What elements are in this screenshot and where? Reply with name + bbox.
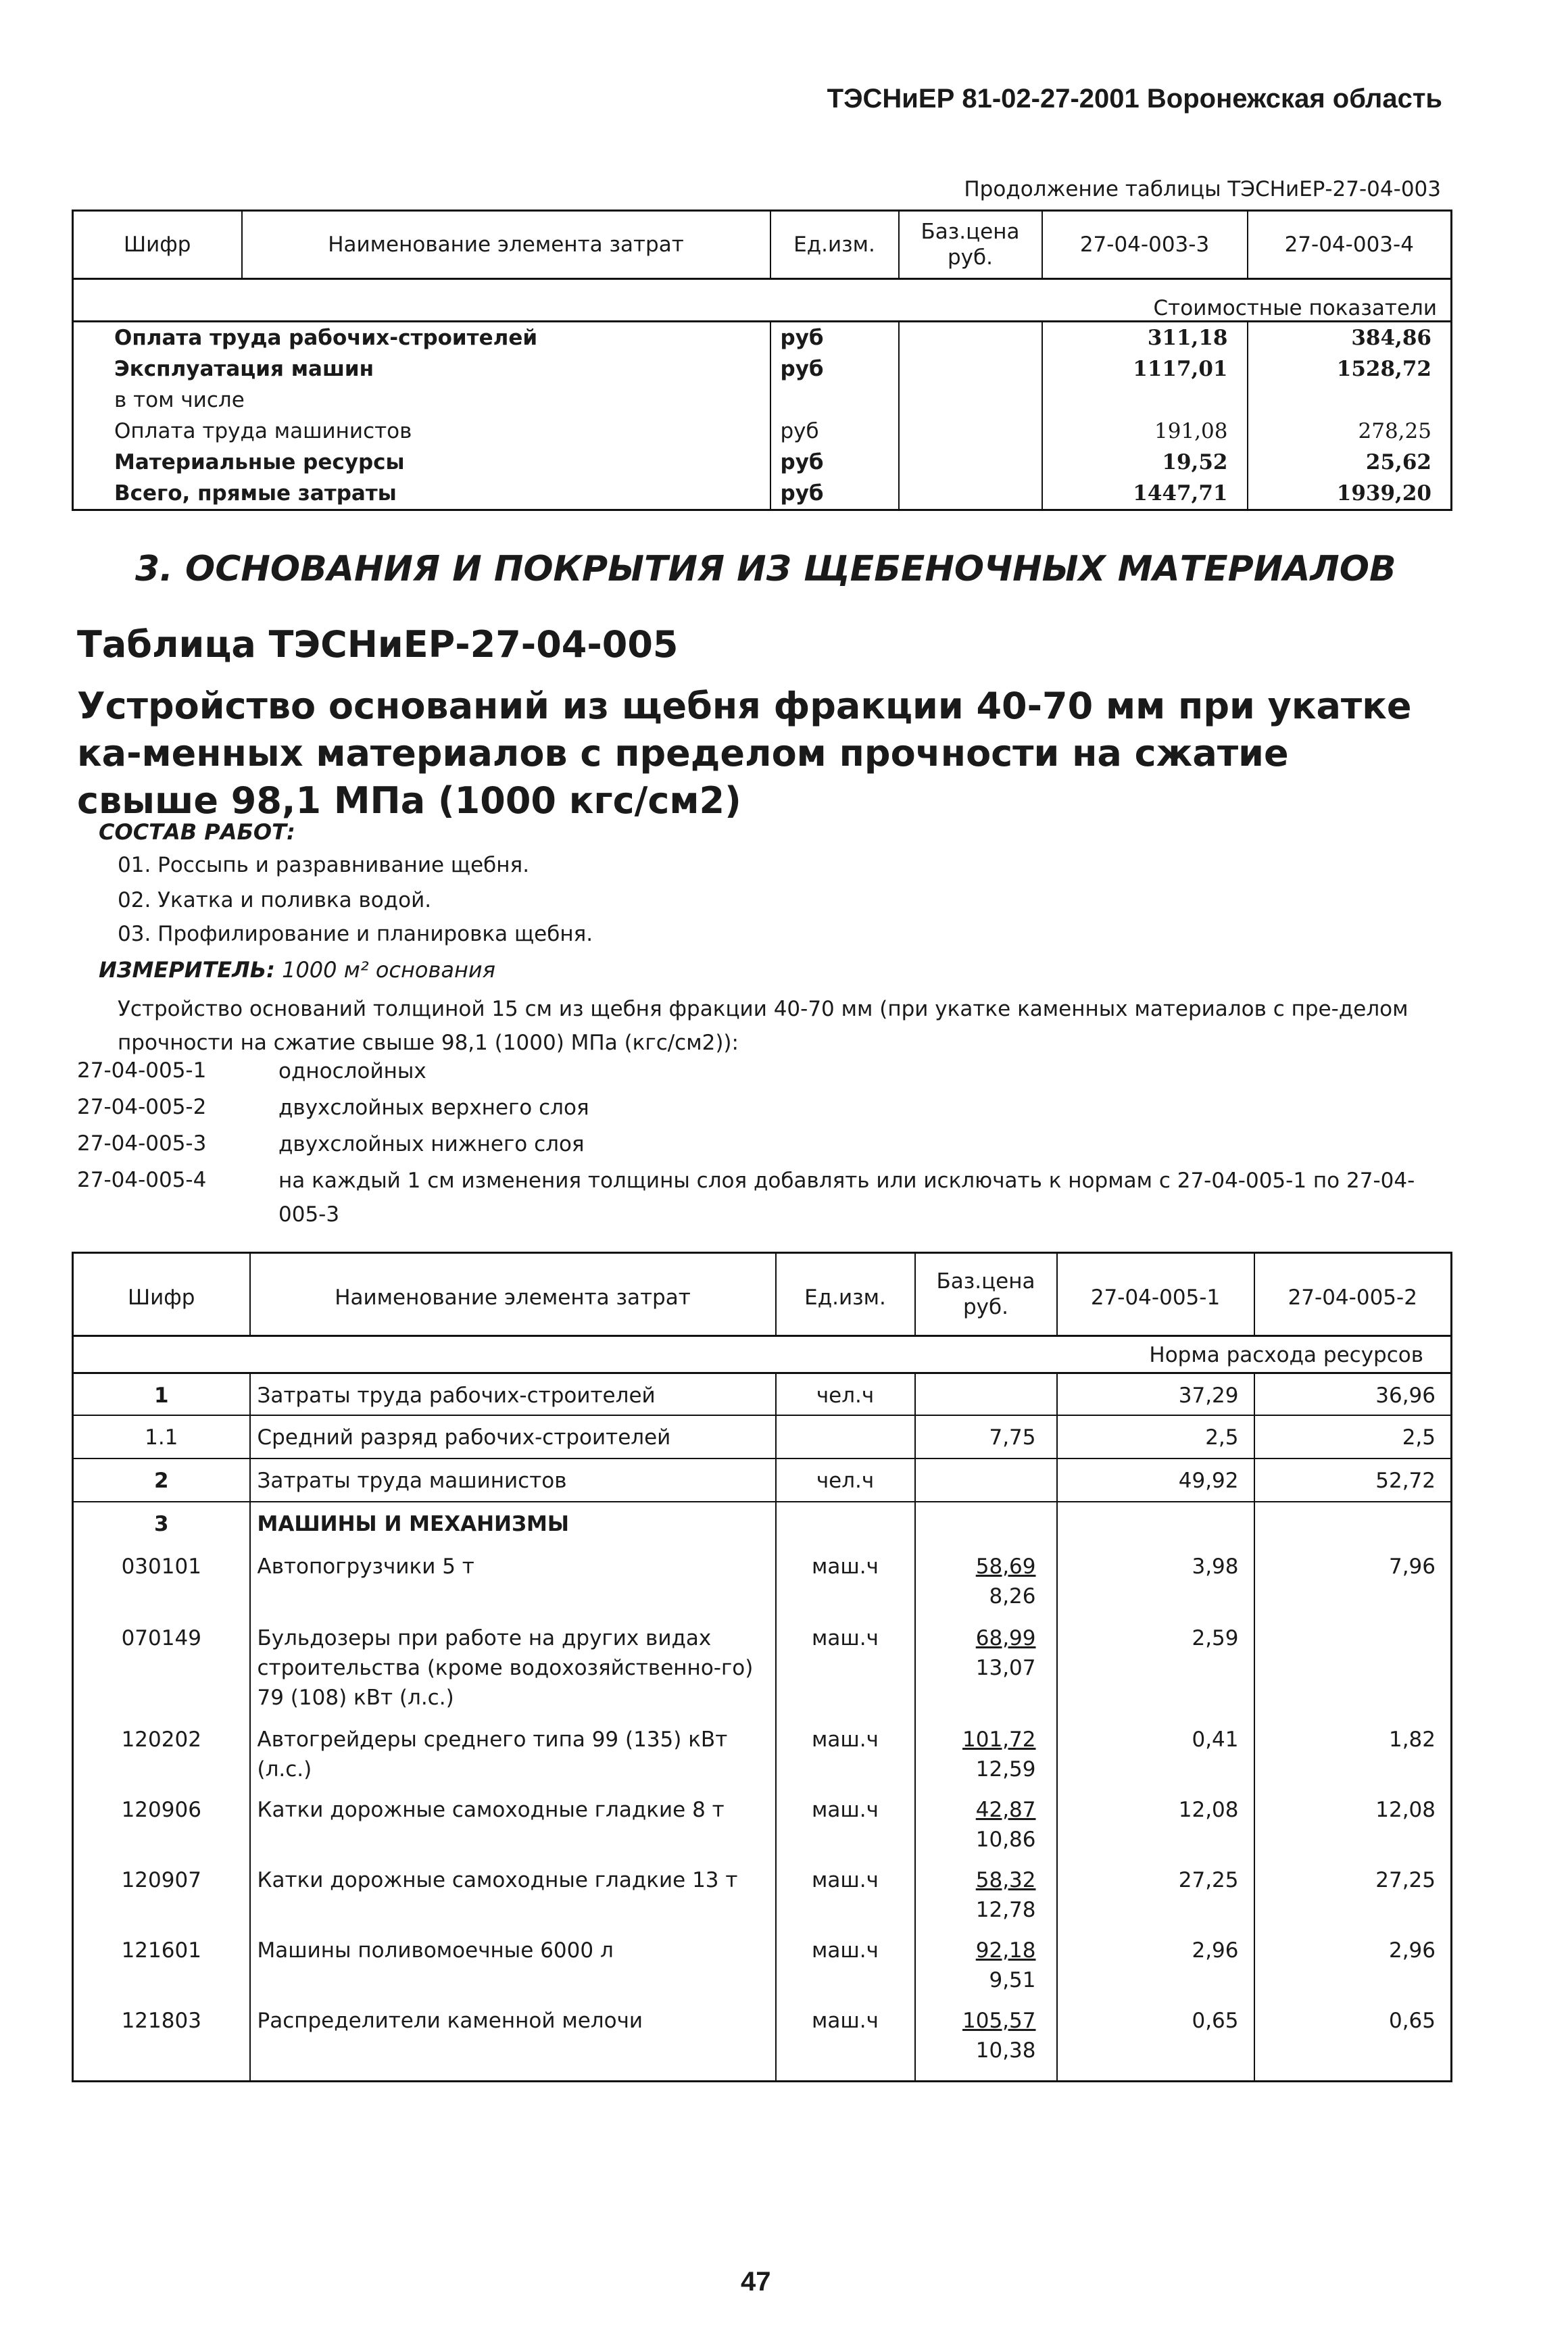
row-name: Оплата труда рабочих-строителей (114, 326, 538, 350)
price-base: 101,72 (962, 1727, 1036, 1752)
row-name: Катки дорожные самоходные гладкие 8 т (250, 1788, 776, 1859)
row-value-2 (1254, 1617, 1452, 1718)
row-price (899, 447, 1042, 478)
row-name: Эксплуатация машин (114, 357, 374, 381)
row-unit: чел.ч (776, 1373, 915, 1415)
row-price (915, 1859, 1057, 1929)
col-price: Баз.цена руб. (915, 1253, 1057, 1336)
price-base: 92,18 (975, 1938, 1036, 1963)
row-value-1: 0,41 (1057, 1718, 1254, 1788)
table-continuation-caption: Продолжение таблицы ТЭСНиЕР-27-04-003 (964, 177, 1441, 201)
row-value-2: 2,96 (1254, 1929, 1452, 1999)
table-row (73, 1929, 1452, 1999)
table-subheader-row (73, 279, 1452, 322)
page-header: ТЭСНиЕР 81-02-27-2001 Воронежская область (827, 84, 1442, 114)
row-price (915, 1458, 1057, 1502)
row-unit (776, 1415, 915, 1458)
measurement-value: 1000 м² основания (282, 957, 495, 983)
row-value-1: 191,08 (1042, 416, 1248, 447)
price-base: 105,57 (962, 2008, 1036, 2033)
row-value-1: 2,5 (1057, 1415, 1254, 1458)
row-price (899, 478, 1042, 510)
row-value-2: 36,96 (1254, 1373, 1452, 1415)
table-header-row (73, 1253, 1452, 1336)
row-unit: маш.ч (776, 1788, 915, 1859)
norm-code: 27-04-005-3 (77, 1131, 207, 1156)
row-value-1: 49,92 (1057, 1458, 1254, 1502)
norm-name: двухслойных нижнего слоя (278, 1132, 585, 1156)
row-value-1: 27,25 (1057, 1859, 1254, 1929)
description: Устройство оснований толщиной 15 см из щебня фракции 40-70 мм (при укатке каменных материалов с пре-делом прочности на сжатие свыше 98,1 (1000) МПа (кгс/см2)): (118, 997, 1408, 1055)
table-subheader-row (73, 1336, 1452, 1373)
measurement-label: ИЗМЕРИТЕЛЬ: (99, 957, 275, 983)
row-name: Материальные ресурсы (114, 450, 405, 474)
price-base: 68,99 (975, 1625, 1036, 1650)
row-price (899, 322, 1042, 354)
row-price (899, 353, 1042, 385)
table-title: Устройство оснований из щебня фракции 40-70 мм при укатке ка-менных материалов с пределом прочности на сжатие свыше 98,1 МПа (1000 кгс/см2) (77, 685, 1412, 822)
price-wage: 12,59 (975, 1757, 1036, 1782)
price-wage: 13,07 (975, 1655, 1036, 1680)
row-price (915, 1373, 1057, 1415)
row-value-1: 1447,71 (1042, 478, 1248, 510)
row-value-1 (1057, 1502, 1254, 1545)
page-number: 47 (741, 2267, 771, 2297)
row-unit: маш.ч (776, 1617, 915, 1718)
table-row (73, 1373, 1452, 1415)
row-code: 1 (73, 1373, 250, 1415)
row-value-2: 0,65 (1254, 1999, 1452, 2082)
row-name: Затраты труда рабочих-строителей (250, 1373, 776, 1415)
row-code: 120907 (73, 1859, 250, 1929)
col-norm-2: 27-04-005-2 (1254, 1253, 1452, 1336)
row-value-2: 52,72 (1254, 1458, 1452, 1502)
table-row (73, 416, 1452, 447)
table-row (73, 1859, 1452, 1929)
row-price (915, 1545, 1057, 1617)
col-unit: Ед.изм. (776, 1253, 915, 1336)
col-name: Наименование элемента затрат (250, 1253, 776, 1336)
col-unit: Ед.изм. (770, 211, 899, 279)
row-name: Бульдозеры при работе на других видах строительства (кроме водохозяйственно-го) 79 (108) кВт (л.с.) (250, 1617, 776, 1718)
price-base: 42,87 (975, 1797, 1036, 1822)
resource-table (72, 1252, 1452, 2082)
row-value-1: 12,08 (1057, 1788, 1254, 1859)
row-value-2 (1254, 1502, 1452, 1545)
table-row (73, 353, 1452, 385)
row-name: Автогрейдеры среднего типа 99 (135) кВт (л.с.) (250, 1718, 776, 1788)
work-composition-label: СОСТАВ РАБОТ: (99, 819, 295, 845)
table-row (73, 385, 1452, 416)
price-base: 58,32 (975, 1867, 1036, 1892)
row-unit: чел.ч (776, 1458, 915, 1502)
norm-code: 27-04-005-2 (77, 1095, 207, 1119)
row-code: 120906 (73, 1788, 250, 1859)
price-wage: 12,78 (975, 1897, 1036, 1922)
row-price (915, 1999, 1057, 2082)
norm-name: на каждый 1 см изменения толщины слоя добавлять или исключать к нормам с 27-04-005-1 по 27-04-005-3 (278, 1169, 1415, 1227)
section-title: 3. ОСНОВАНИЯ И ПОКРЫТИЯ ИЗ ЩЕБЕНОЧНЫХ МАТЕРИАЛОВ (135, 549, 1396, 589)
row-unit: маш.ч (776, 1545, 915, 1617)
measurement-unit (99, 957, 495, 983)
row-value-1: 311,18 (1042, 322, 1248, 354)
row-price (915, 1718, 1057, 1788)
col-norm-1: 27-04-005-1 (1057, 1253, 1254, 1336)
table-row (73, 1545, 1452, 1617)
row-value-1: 2,59 (1057, 1617, 1254, 1718)
table-row (73, 322, 1452, 354)
row-code: 030101 (73, 1545, 250, 1617)
row-price (915, 1788, 1057, 1859)
row-unit: маш.ч (776, 1718, 915, 1788)
table-row (73, 1617, 1452, 1718)
col-name: Наименование элемента затрат (242, 211, 770, 279)
row-value-2: 1939,20 (1248, 478, 1452, 510)
row-unit: руб (770, 478, 899, 510)
row-code: 1.1 (73, 1415, 250, 1458)
row-name: МАШИНЫ И МЕХАНИЗМЫ (250, 1502, 776, 1545)
row-code: 121601 (73, 1929, 250, 1999)
norm-code: 27-04-005-1 (77, 1058, 207, 1083)
row-unit (770, 385, 899, 416)
row-value-2: 27,25 (1254, 1859, 1452, 1929)
price-base: 58,69 (975, 1554, 1036, 1579)
row-value-1: 19,52 (1042, 447, 1248, 478)
table-row (73, 478, 1452, 510)
work-item: 01. Россыпь и разравнивание щебня. (118, 853, 530, 877)
row-unit: маш.ч (776, 1859, 915, 1929)
row-value-1: 2,96 (1057, 1929, 1254, 1999)
row-code: 121803 (73, 1999, 250, 2082)
row-value-2: 384,86 (1248, 322, 1452, 354)
col-code: Шифр (73, 211, 242, 279)
col-price: Баз.цена руб. (899, 211, 1042, 279)
row-code: 070149 (73, 1617, 250, 1718)
row-value-1: 1117,01 (1042, 353, 1248, 385)
row-value-2: 2,5 (1254, 1415, 1452, 1458)
row-value-2: 12,08 (1254, 1788, 1452, 1859)
row-unit: маш.ч (776, 1999, 915, 2082)
row-price (915, 1502, 1057, 1545)
table-row (73, 1415, 1452, 1458)
table-header-row (73, 211, 1452, 279)
price-wage: 10,38 (975, 2038, 1036, 2063)
table-number: Таблица ТЭСНиЕР-27-04-005 (77, 623, 679, 666)
row-name: Катки дорожные самоходные гладкие 13 т (250, 1859, 776, 1929)
row-name: Всего, прямые затраты (114, 481, 397, 506)
price-wage: 9,51 (989, 1967, 1036, 1992)
row-value-1: 0,65 (1057, 1999, 1254, 2082)
row-name: в том числе (114, 388, 245, 412)
row-price (915, 1617, 1057, 1718)
norm-name: двухслойных верхнего слоя (278, 1096, 589, 1120)
col-norm-2: 27-04-003-4 (1248, 211, 1452, 279)
col-code: Шифр (73, 1253, 250, 1336)
row-name: Средний разряд рабочих-строителей (250, 1415, 776, 1458)
row-unit: руб (770, 447, 899, 478)
row-value-2: 278,25 (1248, 416, 1452, 447)
row-value-1: 3,98 (1057, 1545, 1254, 1617)
row-value-1: 37,29 (1057, 1373, 1254, 1415)
row-unit: руб (770, 353, 899, 385)
row-name: Машины поливомоечные 6000 л (250, 1929, 776, 1999)
row-price (899, 416, 1042, 447)
table-row (73, 1458, 1452, 1502)
row-unit: маш.ч (776, 1929, 915, 1999)
row-value-2: 1528,72 (1248, 353, 1452, 385)
row-price: 7,75 (915, 1415, 1057, 1458)
subheader: Стоимостные показатели (73, 279, 1452, 322)
row-price (899, 385, 1042, 416)
work-item: 02. Укатка и поливка водой. (118, 888, 432, 912)
table-row (73, 1788, 1452, 1859)
row-name: Автопогрузчики 5 т (250, 1545, 776, 1617)
row-value-1 (1042, 385, 1248, 416)
norm-code: 27-04-005-4 (77, 1168, 207, 1192)
work-item: 03. Профилирование и планировка щебня. (118, 922, 593, 946)
cost-table (72, 210, 1452, 511)
price-wage: 10,86 (975, 1827, 1036, 1852)
table-row (73, 1999, 1452, 2082)
row-name: Оплата труда машинистов (114, 419, 412, 443)
price-wage: 8,26 (989, 1584, 1036, 1609)
row-value-2 (1248, 385, 1452, 416)
table-row (73, 447, 1452, 478)
row-value-2: 1,82 (1254, 1718, 1452, 1788)
table-row (73, 1718, 1452, 1788)
row-unit (776, 1502, 915, 1545)
row-code: 3 (73, 1502, 250, 1545)
row-code: 120202 (73, 1718, 250, 1788)
row-name: Затраты труда машинистов (250, 1458, 776, 1502)
row-unit: руб (770, 416, 899, 447)
col-norm-1: 27-04-003-3 (1042, 211, 1248, 279)
row-value-2: 7,96 (1254, 1545, 1452, 1617)
subheader: Норма расхода ресурсов (73, 1336, 1452, 1373)
row-price (915, 1929, 1057, 1999)
row-name: Распределители каменной мелочи (250, 1999, 776, 2082)
row-code: 2 (73, 1458, 250, 1502)
table-row (73, 1502, 1452, 1545)
row-unit: руб (770, 322, 899, 354)
row-value-2: 25,62 (1248, 447, 1452, 478)
norm-name: однослойных (278, 1059, 426, 1083)
